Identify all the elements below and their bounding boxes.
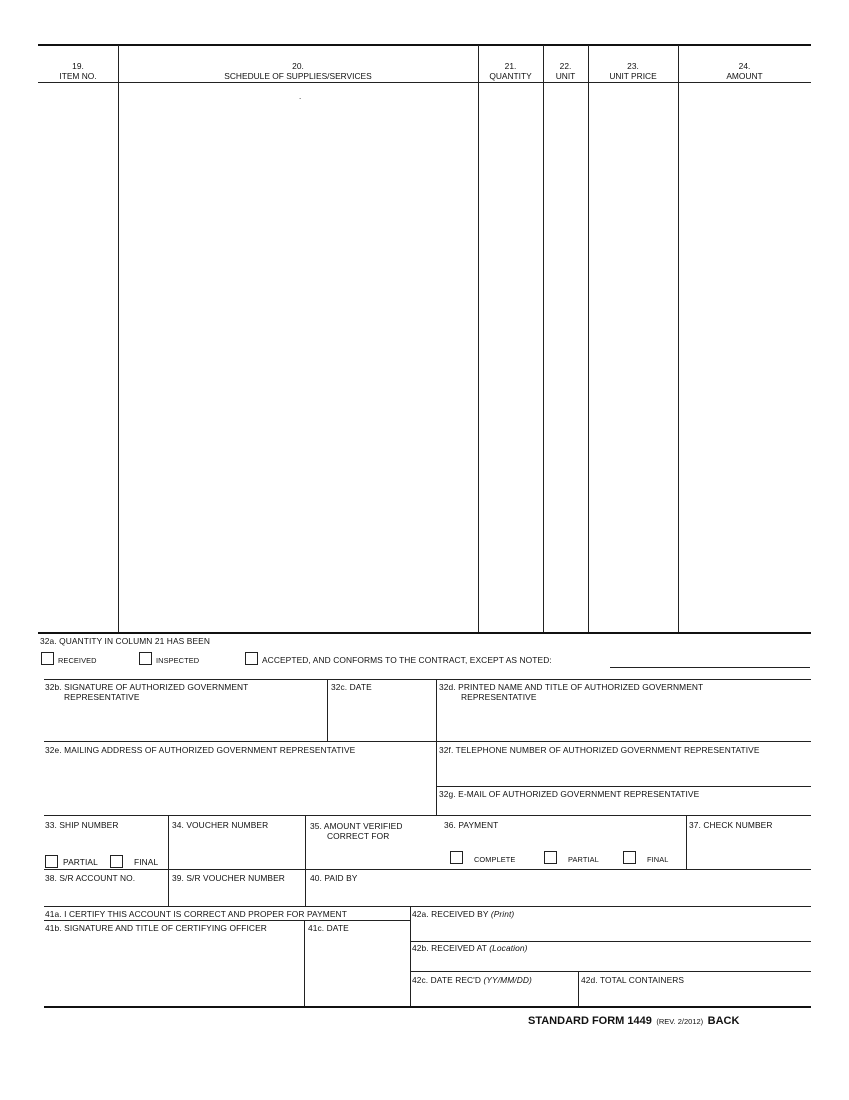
payment-final-checkbox[interactable] [623, 851, 636, 864]
table-header-rule [38, 82, 811, 83]
received-checkbox[interactable] [41, 652, 54, 665]
column-number: 19. [72, 61, 84, 71]
label-41c: 41c. DATE [308, 923, 349, 933]
label-42c [412, 975, 532, 985]
column-number: 20. [292, 61, 304, 71]
label-42c-hint: (YY/MM/DD) [483, 975, 532, 985]
label-37: 37. CHECK NUMBER [689, 820, 773, 830]
received-at-field[interactable] [411, 954, 810, 971]
column-label: AMOUNT [726, 70, 763, 81]
row-rule [437, 786, 811, 787]
label-40: 40. PAID BY [310, 873, 358, 883]
gov-rep-address-field[interactable] [45, 757, 435, 815]
column-number: 24. [738, 61, 751, 71]
inspected-checkbox[interactable] [139, 652, 152, 665]
gov-rep-signature-field[interactable] [45, 703, 326, 741]
certifying-officer-signature-field[interactable] [45, 935, 303, 1006]
label-32e: 32e. MAILING ADDRESS OF AUTHORIZED GOVERNMENT REPRESENTATIVE [45, 745, 356, 755]
unit-price-column-field[interactable] [589, 84, 677, 632]
cell-divider [686, 815, 687, 869]
accepted-checkbox[interactable] [245, 652, 258, 665]
payment-partial-label: PARTIAL [568, 855, 599, 864]
label-35-cont: CORRECT FOR [327, 831, 390, 841]
row-rule [44, 906, 811, 907]
label-42b-text: 42b. RECEIVED AT [412, 943, 487, 953]
voucher-number-field[interactable] [170, 831, 303, 869]
date-received-field[interactable] [411, 986, 577, 1006]
column-label: SCHEDULE OF SUPPLIES/SERVICES [224, 70, 372, 81]
form-name: STANDARD FORM 1449 [528, 1015, 652, 1027]
ship-partial-checkbox[interactable] [45, 855, 58, 868]
column-header-quantity [478, 62, 543, 81]
certifying-date-field[interactable] [305, 935, 409, 1006]
label-42b-hint: (Location) [489, 943, 528, 953]
column-label: QUANTITY [489, 70, 532, 81]
column-number: 23. [627, 61, 639, 71]
payment-complete-checkbox[interactable] [450, 851, 463, 864]
inspected-label: INSPECTED [156, 656, 200, 665]
column-label: UNIT PRICE [609, 70, 657, 81]
row-rule [44, 869, 811, 870]
label-36: 36. PAYMENT [444, 820, 499, 830]
label-33: 33. SHIP NUMBER [45, 820, 119, 830]
schedule-first-row-mark: . [299, 92, 302, 101]
ship-final-checkbox[interactable] [110, 855, 123, 868]
paid-by-field[interactable] [307, 884, 810, 905]
column-header-schedule [118, 62, 478, 81]
label-42a [412, 909, 514, 919]
label-32d: 32d. PRINTED NAME AND TITLE OF AUTHORIZED GOVERNMENT [439, 682, 704, 692]
form-footer [528, 1011, 739, 1029]
row-rule [44, 679, 811, 680]
row-rule [411, 941, 811, 942]
item-no-column-field[interactable] [39, 84, 117, 632]
column-header-unit-price [588, 62, 678, 81]
label-34: 34. VOUCHER NUMBER [172, 820, 269, 830]
column-number: 22. [559, 61, 572, 71]
label-32a: 32a. QUANTITY IN COLUMN 21 HAS BEEN [40, 636, 210, 646]
column-header-item-no [38, 62, 118, 81]
label-38: 38. S/R ACCOUNT NO. [45, 873, 136, 883]
row-rule [411, 971, 811, 972]
ship-number-field[interactable] [45, 831, 167, 851]
column-number: 21. [504, 61, 517, 71]
gov-rep-email-field[interactable] [437, 800, 810, 815]
ship-final-label: FINAL [134, 857, 159, 867]
label-35: 35. AMOUNT VERIFIED [310, 821, 403, 831]
schedule-column-field[interactable] [119, 84, 477, 632]
unit-column-field[interactable] [544, 84, 587, 632]
payment-partial-checkbox[interactable] [544, 851, 557, 864]
cell-divider [168, 815, 169, 906]
payment-final-label: FINAL [647, 855, 669, 864]
received-label: RECEIVED [58, 656, 97, 665]
label-41b: 41b. SIGNATURE AND TITLE OF CERTIFYING OFFICER [45, 923, 267, 933]
column-header-unit [543, 62, 588, 81]
sr-account-field[interactable] [45, 884, 167, 905]
label-42c-text: 42c. DATE REC'D [412, 975, 482, 985]
label-42a-text: 42a. RECEIVED BY [412, 909, 489, 919]
form-bottom-rule [44, 1006, 811, 1008]
row-rule [44, 920, 410, 921]
row-rule [44, 815, 811, 816]
table-bottom-rule [38, 632, 811, 634]
label-32b: 32b. SIGNATURE OF AUTHORIZED GOVERNMENT [45, 682, 249, 692]
amount-column-field[interactable] [679, 84, 810, 632]
total-containers-field[interactable] [579, 986, 810, 1006]
cell-divider [436, 679, 437, 815]
accepted-notes-line [610, 667, 810, 668]
amount-verified-field[interactable] [307, 842, 435, 869]
sr-voucher-field[interactable] [170, 884, 303, 905]
label-42d: 42d. TOTAL CONTAINERS [581, 975, 685, 985]
gov-rep-date-field[interactable] [328, 693, 435, 741]
received-by-field[interactable] [411, 920, 810, 941]
form-side: BACK [707, 1015, 740, 1027]
label-42b [412, 943, 528, 953]
accepted-notes-field[interactable] [610, 651, 810, 666]
payment-complete-label: COMPLETE [474, 855, 516, 864]
label-39: 39. S/R VOUCHER NUMBER [172, 873, 285, 883]
label-42a-hint: (Print) [490, 909, 515, 919]
label-32c: 32c. DATE [331, 682, 372, 692]
accepted-label: ACCEPTED, AND CONFORMS TO THE CONTRACT, EXCEPT AS NOTED: [262, 655, 552, 665]
label-41a: 41a. I CERTIFY THIS ACCOUNT IS CORRECT AND PROPER FOR PAYMENT [45, 909, 347, 919]
column-header-amount [678, 62, 811, 81]
table-top-rule [38, 44, 811, 46]
label-32b-cont: REPRESENTATIVE [64, 692, 140, 702]
row-rule [44, 741, 811, 742]
label-32d-cont: REPRESENTATIVE [461, 692, 537, 702]
column-label: UNIT [555, 70, 576, 81]
column-label: ITEM NO. [59, 70, 97, 81]
label-32f: 32f. TELEPHONE NUMBER OF AUTHORIZED GOVERNMENT REPRESENTATIVE [439, 745, 760, 755]
cell-divider [305, 815, 306, 906]
check-number-field[interactable] [688, 831, 810, 869]
gov-rep-name-field[interactable] [437, 703, 810, 741]
quantity-column-field[interactable] [479, 84, 542, 632]
gov-rep-phone-field[interactable] [437, 757, 810, 785]
form-revision: (REV. 2/2012) [656, 1017, 704, 1026]
ship-partial-label: PARTIAL [63, 857, 98, 867]
label-32g: 32g. E-MAIL OF AUTHORIZED GOVERNMENT REPRESENTATIVE [439, 789, 700, 799]
